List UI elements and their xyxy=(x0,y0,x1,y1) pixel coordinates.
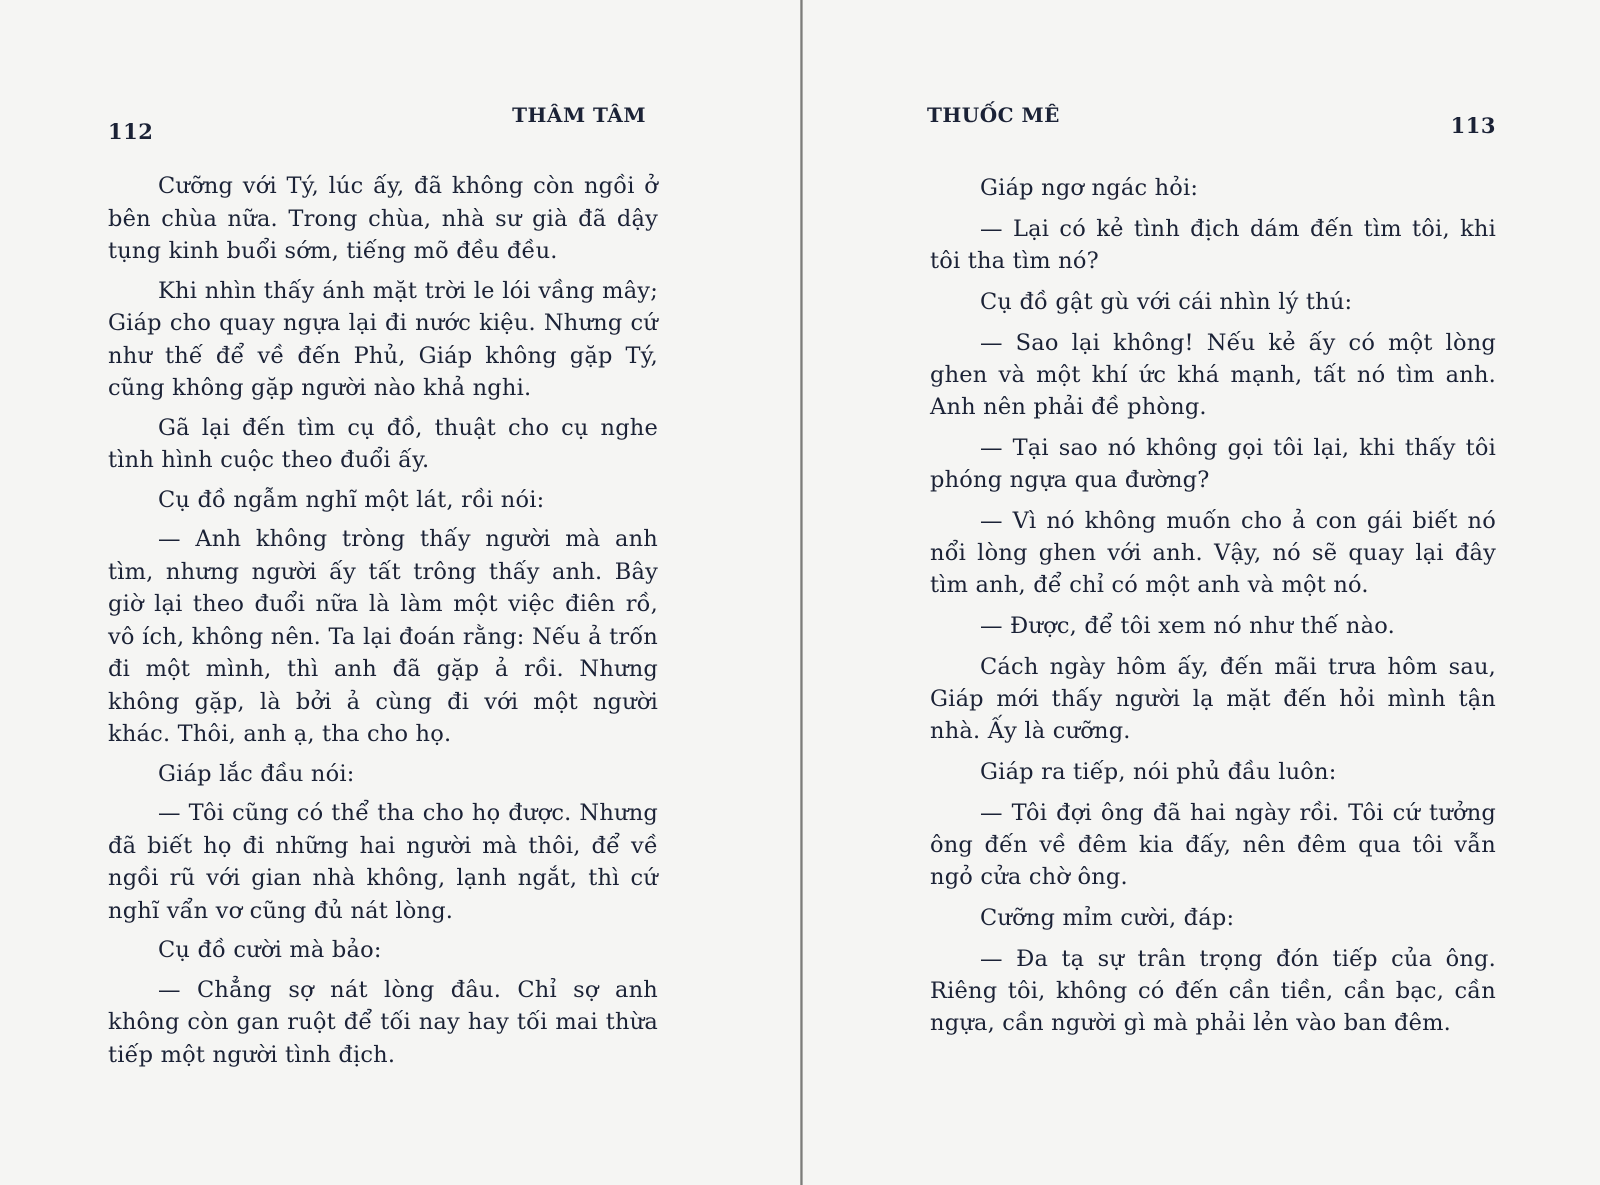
paragraph: — Được, để tôi xem nó như thế nào. xyxy=(980,613,1395,639)
paragraph: — Anh không tròng thấy người mà anh tìm, nhưng người ấy tất trông thấy anh. Bây giờ lại theo đuổi nữa là làm một việc điên rồ, vô ích, không nên. Ta lại đoán rằng: Nếu ả trốn đi một mình, thì anh đã gặp ả rồi. Nhưng không gặp, là bởi ả cùng đi với một người khác. Thôi, anh ạ, tha cho họ. xyxy=(108,526,658,747)
paragraph: — Vì nó không muốn cho ả con gái biết nó nổi lòng ghen với anh. Vậy, nó sẽ quay lại đây tìm anh, để chỉ có một anh và một nó. xyxy=(930,508,1496,598)
paragraph: — Chẳng sợ nát lòng đâu. Chỉ sợ anh không còn gan ruột để tối nay hay tối mai thừa tiếp một người tình địch. xyxy=(108,976,658,1068)
left-page-header xyxy=(108,103,658,144)
right-page-header xyxy=(927,103,1496,138)
paragraph: — Tôi cũng có thể tha cho họ được. Nhưng đã biết họ đi những hai người mà thôi, để về ngồi rũ với gian nhà không, lạnh ngắt, thì cứ nghĩ vẩn vơ cũng đủ nát lòng. xyxy=(108,800,658,924)
paragraph: Cưỡng mỉm cười, đáp: xyxy=(980,905,1235,931)
paragraph: Giáp ra tiếp, nói phủ đầu luôn: xyxy=(980,759,1337,785)
paragraph: Cách ngày hôm ấy, đến mãi trưa hôm sau, Giáp mới thấy người lạ mặt đến hỏi mình tận nhà. Ấy là cưỡng. xyxy=(930,654,1496,744)
paragraph: — Tại sao nó không gọi tôi lại, khi thấy tôi phóng ngựa qua đường? xyxy=(930,435,1496,493)
paragraph: — Lại có kẻ tình địch dám đến tìm tôi, khi tôi tha tìm nó? xyxy=(930,216,1496,274)
page-number: 113 xyxy=(1450,113,1496,138)
page-number: 112 xyxy=(108,119,154,144)
paragraph: Gã lại đến tìm cụ đồ, thuật cho cụ nghe tình hình cuộc theo đuổi ấy. xyxy=(108,414,658,473)
left-page xyxy=(108,0,658,1185)
right-page-body xyxy=(930,172,1496,1048)
paragraph: Cụ đồ cười mà bảo: xyxy=(158,937,382,963)
running-title: THUỐC MÊ xyxy=(927,103,1060,127)
running-title: THÂM TÂM xyxy=(512,103,646,127)
paragraph: Giáp lắc đầu nói: xyxy=(158,760,355,787)
right-page xyxy=(927,0,1496,1185)
paragraph: Khi nhìn thấy ánh mặt trời le lói vầng mây; Giáp cho quay ngựa lại đi nước kiệu. Nhưng cứ như thế để về đến Phủ, Giáp không gặp Tý, cũng không gặp người nào khả nghi. xyxy=(108,277,658,401)
paragraph: — Tôi đợi ông đã hai ngày rồi. Tôi cứ tưởng ông đến về đêm kia đấy, nên đêm qua tôi vẫn ngỏ cửa chờ ông. xyxy=(930,800,1496,890)
paragraph: Cụ đồ ngẫm nghĩ một lát, rồi nói: xyxy=(158,486,545,513)
book-gutter xyxy=(800,0,803,1185)
paragraph: Cưỡng với Tý, lúc ấy, đã không còn ngồi ở bên chùa nữa. Trong chùa, nhà sư già đã dậy tụng kinh buổi sớm, tiếng mõ đều đều. xyxy=(108,173,658,264)
left-page-body xyxy=(108,170,658,1078)
paragraph: Giáp ngơ ngác hỏi: xyxy=(980,175,1199,201)
paragraph: — Đa tạ sự trân trọng đón tiếp của ông. Riêng tôi, không có đến cần tiền, cần bạc, cần ngựa, cần người gì mà phải lẻn vào ban đêm. xyxy=(930,946,1496,1036)
paragraph: — Sao lại không! Nếu kẻ ấy có một lòng ghen và một khí ức khá mạnh, tất nó tìm anh. Anh nên phải đề phòng. xyxy=(930,330,1496,420)
paragraph: Cụ đồ gật gù với cái nhìn lý thú: xyxy=(980,289,1353,315)
